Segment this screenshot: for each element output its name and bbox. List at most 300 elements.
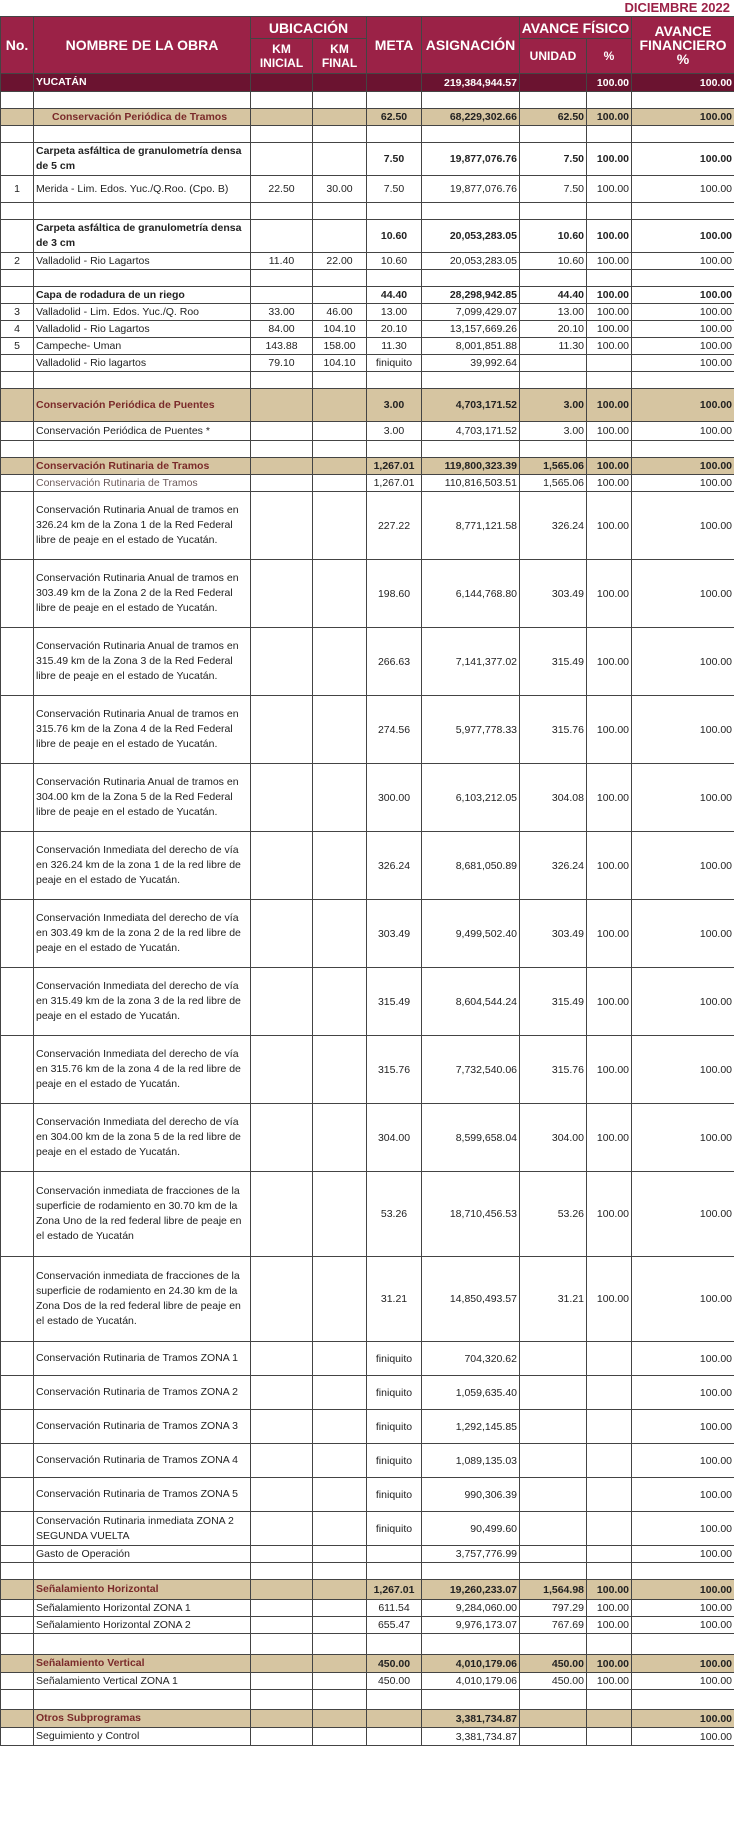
cell-km-final: [313, 1580, 367, 1600]
cell-no: [1, 1690, 34, 1710]
cell-meta: [367, 203, 422, 220]
cell-km-final: [313, 422, 367, 441]
cell-asignacion: 4,703,171.52: [422, 422, 520, 441]
cell-asignacion: 7,099,429.07: [422, 304, 520, 321]
cell-km-final: [313, 1342, 367, 1376]
cell-pct: [587, 372, 632, 389]
cell-asignacion: 1,059,635.40: [422, 1376, 520, 1410]
blank-row: [1, 1563, 734, 1580]
cell-nombre: Conservación Rutinaria Anual de tramos en 315.49 km de la Zona 3 de la Red Federal libre de peaje en el estado de Yucatán.: [34, 628, 251, 696]
cell-unidad: [520, 126, 587, 143]
cell-km-inicial: [251, 560, 313, 628]
cell-km-inicial: [251, 492, 313, 560]
cell-nombre: Capa de rodadura de un riego: [34, 287, 251, 304]
cell-km-inicial: 79.10: [251, 355, 313, 372]
cell-nombre: [34, 372, 251, 389]
cell-meta: [367, 126, 422, 143]
cell-asignacion: 6,103,212.05: [422, 764, 520, 832]
cell-nombre: Conservación Periódica de Tramos: [34, 109, 251, 126]
cell-km-final: [313, 92, 367, 109]
cell-avance-financiero: 100.00: [632, 1655, 734, 1673]
cell-asignacion: 8,604,544.24: [422, 968, 520, 1036]
cell-nombre: Carpeta asfáltica de granulometría densa de 3 cm: [34, 220, 251, 253]
cell-asignacion: [422, 92, 520, 109]
cell-meta: 10.60: [367, 253, 422, 270]
cell-avance-financiero: 100.00: [632, 287, 734, 304]
cell-nombre: Conservación Rutinaria de Tramos ZONA 3: [34, 1410, 251, 1444]
cell-km-inicial: [251, 1257, 313, 1342]
group-row: [1, 143, 734, 176]
cell-pct: 100.00: [587, 1600, 632, 1617]
cell-km-final: [313, 109, 367, 126]
cell-meta: 300.00: [367, 764, 422, 832]
cell-avance-financiero: 100.00: [632, 968, 734, 1036]
cell-meta: 227.22: [367, 492, 422, 560]
cell-asignacion: [422, 270, 520, 287]
cell-km-inicial: [251, 220, 313, 253]
cell-avance-financiero: [632, 1563, 734, 1580]
cell-pct: 100.00: [587, 422, 632, 441]
cell-unidad: 797.29: [520, 1600, 587, 1617]
cell-pct: [587, 1563, 632, 1580]
group-row: [1, 287, 734, 304]
cell-pct: 100.00: [587, 968, 632, 1036]
cell-pct: 100.00: [587, 1172, 632, 1257]
cell-unidad: 315.76: [520, 1036, 587, 1104]
cell-no: [1, 389, 34, 422]
table-row: [1, 764, 734, 832]
cell-no: [1, 1710, 34, 1728]
cell-asignacion: [422, 1634, 520, 1655]
cell-no: [1, 475, 34, 492]
cell-km-inicial: [251, 1036, 313, 1104]
cell-unidad: [520, 92, 587, 109]
cell-avance-financiero: 100.00: [632, 253, 734, 270]
table-row: [1, 355, 734, 372]
cell-nombre: Conservación inmediata de fracciones de la superficie de rodamiento en 30.70 km de la Zona Uno de la red federal libre de peaje en el estado de Yucatán: [34, 1172, 251, 1257]
cell-meta: finiquito: [367, 1342, 422, 1376]
cell-meta: 326.24: [367, 832, 422, 900]
table-row: [1, 900, 734, 968]
cell-no: [1, 372, 34, 389]
cell-km-inicial: [251, 764, 313, 832]
cell-unidad: [520, 1634, 587, 1655]
cell-no: [1, 109, 34, 126]
cell-no: 4: [1, 321, 34, 338]
table-row: [1, 1617, 734, 1634]
cell-avance-financiero: [632, 203, 734, 220]
cell-unidad: [520, 1546, 587, 1563]
cell-km-inicial: [251, 1580, 313, 1600]
state-total-row: [1, 74, 734, 92]
cell-meta: 266.63: [367, 628, 422, 696]
cell-km-inicial: [251, 92, 313, 109]
cell-asignacion: 6,144,768.80: [422, 560, 520, 628]
cell-km-final: [313, 764, 367, 832]
cell-avance-financiero: 100.00: [632, 1172, 734, 1257]
cell-pct: [587, 1342, 632, 1376]
cell-asignacion: 18,710,456.53: [422, 1172, 520, 1257]
cell-avance-financiero: 100.00: [632, 492, 734, 560]
cell-avance-financiero: 100.00: [632, 1673, 734, 1690]
col-avance-fisico: AVANCE FÍSICO: [520, 17, 632, 39]
cell-km-inicial: [251, 1673, 313, 1690]
col-asignacion: ASIGNACIÓN: [422, 17, 520, 74]
cell-asignacion: 9,976,173.07: [422, 1617, 520, 1634]
cell-km-inicial: [251, 1478, 313, 1512]
cell-km-final: [313, 1563, 367, 1580]
cell-avance-financiero: 100.00: [632, 1580, 734, 1600]
cell-unidad: 315.49: [520, 968, 587, 1036]
cell-no: [1, 832, 34, 900]
cell-meta: finiquito: [367, 1512, 422, 1546]
cell-avance-financiero: [632, 126, 734, 143]
cell-asignacion: 8,771,121.58: [422, 492, 520, 560]
table-row: [1, 968, 734, 1036]
cell-km-inicial: [251, 968, 313, 1036]
table-row: [1, 1036, 734, 1104]
cell-asignacion: [422, 1563, 520, 1580]
table-row: [1, 422, 734, 441]
cell-meta: finiquito: [367, 1444, 422, 1478]
cell-km-final: [313, 900, 367, 968]
cell-nombre: [34, 441, 251, 458]
cell-km-final: [313, 1546, 367, 1563]
cell-unidad: [520, 441, 587, 458]
cell-meta: [367, 1546, 422, 1563]
subtotal-row: [1, 389, 734, 422]
col-ubicacion: UBICACIÓN: [251, 17, 367, 39]
cell-pct: 100.00: [587, 764, 632, 832]
subtotal-row: [1, 1710, 734, 1728]
works-table: [0, 16, 734, 1746]
cell-avance-financiero: 100.00: [632, 1036, 734, 1104]
table-row: [1, 832, 734, 900]
table-row: [1, 321, 734, 338]
cell-km-final: [313, 696, 367, 764]
cell-no: [1, 1036, 34, 1104]
cell-no: [1, 1655, 34, 1673]
group-row: [1, 220, 734, 253]
cell-unidad: 62.50: [520, 109, 587, 126]
cell-nombre: [34, 1690, 251, 1710]
blank-row: [1, 203, 734, 220]
cell-meta: 13.00: [367, 304, 422, 321]
cell-no: [1, 764, 34, 832]
subtotal-row: [1, 458, 734, 475]
cell-nombre: Señalamiento Horizontal ZONA 2: [34, 1617, 251, 1634]
cell-km-final: [313, 1410, 367, 1444]
cell-avance-financiero: 100.00: [632, 1710, 734, 1728]
cell-meta: 53.26: [367, 1172, 422, 1257]
cell-km-inicial: [251, 372, 313, 389]
cell-pct: [587, 1512, 632, 1546]
cell-unidad: [520, 1728, 587, 1746]
cell-unidad: 7.50: [520, 176, 587, 203]
cell-nombre: [34, 92, 251, 109]
cell-no: [1, 1478, 34, 1512]
blank-row: [1, 126, 734, 143]
cell-km-final: [313, 475, 367, 492]
cell-meta: [367, 372, 422, 389]
cell-pct: 100.00: [587, 492, 632, 560]
cell-no: [1, 492, 34, 560]
cell-avance-financiero: 100.00: [632, 338, 734, 355]
cell-pct: 100.00: [587, 1617, 632, 1634]
cell-no: [1, 422, 34, 441]
cell-km-inicial: [251, 1444, 313, 1478]
blank-row: [1, 92, 734, 109]
cell-nombre: [34, 1563, 251, 1580]
cell-km-final: [313, 389, 367, 422]
cell-km-final: 104.10: [313, 321, 367, 338]
cell-nombre: Conservación Rutinaria de Tramos: [34, 475, 251, 492]
cell-asignacion: 7,732,540.06: [422, 1036, 520, 1104]
subtotal-row: [1, 1580, 734, 1600]
cell-km-inicial: [251, 1600, 313, 1617]
table-row: [1, 253, 734, 270]
cell-avance-financiero: [632, 441, 734, 458]
cell-avance-financiero: 100.00: [632, 900, 734, 968]
cell-asignacion: 20,053,283.05: [422, 253, 520, 270]
cell-avance-financiero: 100.00: [632, 143, 734, 176]
table-row: [1, 304, 734, 321]
cell-meta: 315.49: [367, 968, 422, 1036]
cell-meta: 303.49: [367, 900, 422, 968]
cell-avance-financiero: 100.00: [632, 389, 734, 422]
cell-unidad: 767.69: [520, 1617, 587, 1634]
cell-asignacion: 990,306.39: [422, 1478, 520, 1512]
cell-km-final: [313, 492, 367, 560]
col-km-final: KM FINAL: [313, 39, 367, 74]
cell-no: [1, 968, 34, 1036]
cell-pct: [587, 203, 632, 220]
cell-avance-financiero: [632, 92, 734, 109]
cell-pct: 100.00: [587, 1104, 632, 1172]
cell-meta: [367, 1728, 422, 1746]
cell-pct: [587, 126, 632, 143]
cell-km-final: [313, 1710, 367, 1728]
cell-pct: 100.00: [587, 304, 632, 321]
cell-meta: [367, 1563, 422, 1580]
cell-unidad: 315.76: [520, 696, 587, 764]
cell-no: [1, 628, 34, 696]
cell-unidad: [520, 270, 587, 287]
cell-unidad: 326.24: [520, 492, 587, 560]
cell-asignacion: 14,850,493.57: [422, 1257, 520, 1342]
cell-avance-financiero: 100.00: [632, 1342, 734, 1376]
cell-avance-financiero: 100.00: [632, 355, 734, 372]
cell-unidad: [520, 1444, 587, 1478]
cell-nombre: Conservación Rutinaria inmediata ZONA 2 SEGUNDA VUELTA: [34, 1512, 251, 1546]
cell-avance-financiero: 100.00: [632, 1104, 734, 1172]
subtotal-row: [1, 109, 734, 126]
cell-no: [1, 92, 34, 109]
col-avance-financiero: AVANCE FINANCIERO %: [632, 17, 734, 74]
cell-asignacion: 8,599,658.04: [422, 1104, 520, 1172]
cell-meta: 198.60: [367, 560, 422, 628]
cell-no: [1, 1104, 34, 1172]
cell-km-inicial: [251, 389, 313, 422]
cell-no: [1, 458, 34, 475]
cell-pct: 100.00: [587, 1673, 632, 1690]
cell-no: [1, 696, 34, 764]
cell-meta: 20.10: [367, 321, 422, 338]
cell-nombre: Otros Subprogramas: [34, 1710, 251, 1728]
cell-km-final: 22.00: [313, 253, 367, 270]
cell-km-inicial: [251, 1634, 313, 1655]
cell-asignacion: 19,877,076.76: [422, 143, 520, 176]
cell-asignacion: [422, 203, 520, 220]
cell-avance-financiero: 100.00: [632, 1512, 734, 1546]
cell-pct: 100.00: [587, 176, 632, 203]
cell-asignacion: 28,298,942.85: [422, 287, 520, 304]
cell-no: [1, 1673, 34, 1690]
cell-asignacion: 4,010,179.06: [422, 1673, 520, 1690]
cell-avance-financiero: [632, 1634, 734, 1655]
cell-pct: 100.00: [587, 338, 632, 355]
cell-pct: [587, 1410, 632, 1444]
cell-unidad: 1,564.98: [520, 1580, 587, 1600]
cell-no: [1, 1444, 34, 1478]
cell-avance-financiero: 100.00: [632, 176, 734, 203]
cell-no: 3: [1, 304, 34, 321]
subtotal-row: [1, 1655, 734, 1673]
cell-no: 2: [1, 253, 34, 270]
cell-no: [1, 74, 34, 92]
cell-unidad: 1,565.06: [520, 458, 587, 475]
cell-nombre: Conservación Inmediata del derecho de vía en 304.00 km de la zona 5 de la red libre de peaje en el estado de Yucatán.: [34, 1104, 251, 1172]
cell-km-inicial: [251, 458, 313, 475]
cell-unidad: [520, 203, 587, 220]
cell-nombre: YUCATÁN: [34, 74, 251, 92]
cell-nombre: Señalamiento Vertical: [34, 1655, 251, 1673]
cell-avance-financiero: 100.00: [632, 832, 734, 900]
cell-nombre: Señalamiento Horizontal: [34, 1580, 251, 1600]
cell-asignacion: 90,499.60: [422, 1512, 520, 1546]
cell-meta: [367, 270, 422, 287]
col-no: No.: [1, 17, 34, 74]
cell-unidad: 303.49: [520, 900, 587, 968]
table-row: [1, 1600, 734, 1617]
cell-km-inicial: [251, 1172, 313, 1257]
cell-unidad: 303.49: [520, 560, 587, 628]
cell-unidad: 1,565.06: [520, 475, 587, 492]
cell-km-final: 158.00: [313, 338, 367, 355]
cell-no: [1, 1342, 34, 1376]
cell-nombre: Señalamiento Horizontal ZONA 1: [34, 1600, 251, 1617]
cell-meta: 3.00: [367, 389, 422, 422]
cell-pct: 100.00: [587, 475, 632, 492]
cell-unidad: 44.40: [520, 287, 587, 304]
cell-nombre: Seguimiento y Control: [34, 1728, 251, 1746]
cell-meta: 11.30: [367, 338, 422, 355]
cell-km-final: [313, 220, 367, 253]
cell-unidad: [520, 1512, 587, 1546]
cell-pct: 100.00: [587, 1036, 632, 1104]
cell-asignacion: 39,992.64: [422, 355, 520, 372]
cell-pct: 100.00: [587, 143, 632, 176]
cell-avance-financiero: 100.00: [632, 109, 734, 126]
cell-unidad: 10.60: [520, 220, 587, 253]
table-row: [1, 1342, 734, 1376]
table-row: [1, 696, 734, 764]
cell-pct: [587, 355, 632, 372]
cell-unidad: 3.00: [520, 422, 587, 441]
cell-unidad: 53.26: [520, 1172, 587, 1257]
cell-km-final: [313, 1444, 367, 1478]
cell-nombre: Valladolid - Rio Lagartos: [34, 321, 251, 338]
cell-meta: 304.00: [367, 1104, 422, 1172]
cell-no: [1, 1257, 34, 1342]
cell-nombre: Conservación Rutinaria Anual de tramos en 304.00 km de la Zona 5 de la Red Federal libre de peaje en el estado de Yucatán.: [34, 764, 251, 832]
cell-no: [1, 1376, 34, 1410]
cell-pct: 100.00: [587, 696, 632, 764]
cell-unidad: 304.00: [520, 1104, 587, 1172]
cell-unidad: [520, 1478, 587, 1512]
table-row: [1, 1673, 734, 1690]
table-row: [1, 560, 734, 628]
cell-km-final: [313, 458, 367, 475]
cell-avance-financiero: 100.00: [632, 764, 734, 832]
cell-pct: [587, 1376, 632, 1410]
cell-pct: 100.00: [587, 832, 632, 900]
cell-asignacion: 110,816,503.51: [422, 475, 520, 492]
cell-nombre: Valladolid - Lim. Edos. Yuc./Q. Roo: [34, 304, 251, 321]
cell-meta: finiquito: [367, 355, 422, 372]
cell-asignacion: 5,977,778.33: [422, 696, 520, 764]
cell-km-final: [313, 1690, 367, 1710]
cell-nombre: Conservación Rutinaria de Tramos ZONA 1: [34, 1342, 251, 1376]
cell-km-inicial: 22.50: [251, 176, 313, 203]
cell-nombre: Conservación Inmediata del derecho de vía en 315.76 km de la zona 4 de la red libre de peaje en el estado de Yucatán.: [34, 1036, 251, 1104]
cell-unidad: 304.08: [520, 764, 587, 832]
cell-pct: 100.00: [587, 109, 632, 126]
cell-nombre: Merida - Lim. Edos. Yuc./Q.Roo. (Cpo. B): [34, 176, 251, 203]
cell-km-final: [313, 203, 367, 220]
cell-no: [1, 441, 34, 458]
cell-meta: finiquito: [367, 1478, 422, 1512]
cell-asignacion: 7,141,377.02: [422, 628, 520, 696]
cell-nombre: Conservación Inmediata del derecho de vía en 303.49 km de la zona 2 de la red libre de peaje en el estado de Yucatán.: [34, 900, 251, 968]
cell-nombre: Conservación Rutinaria de Tramos: [34, 458, 251, 475]
cell-pct: 100.00: [587, 1257, 632, 1342]
report-date: DICIEMBRE 2022: [624, 0, 730, 15]
cell-asignacion: 9,284,060.00: [422, 1600, 520, 1617]
cell-km-final: [313, 832, 367, 900]
cell-km-final: [313, 1600, 367, 1617]
blank-row: [1, 1690, 734, 1710]
cell-asignacion: 1,292,145.85: [422, 1410, 520, 1444]
table-row: [1, 1478, 734, 1512]
cell-meta: 7.50: [367, 176, 422, 203]
cell-unidad: [520, 1563, 587, 1580]
table-header: [1, 17, 734, 74]
cell-unidad: [520, 1690, 587, 1710]
blank-row: [1, 270, 734, 287]
cell-asignacion: 3,381,734.87: [422, 1728, 520, 1746]
cell-km-final: [313, 1478, 367, 1512]
cell-pct: 100.00: [587, 287, 632, 304]
cell-asignacion: 4,010,179.06: [422, 1655, 520, 1673]
cell-km-final: [313, 1376, 367, 1410]
cell-meta: 1,267.01: [367, 458, 422, 475]
cell-asignacion: [422, 372, 520, 389]
cell-nombre: Gasto de Operación: [34, 1546, 251, 1563]
cell-pct: [587, 1728, 632, 1746]
cell-km-inicial: [251, 74, 313, 92]
cell-km-final: [313, 1512, 367, 1546]
